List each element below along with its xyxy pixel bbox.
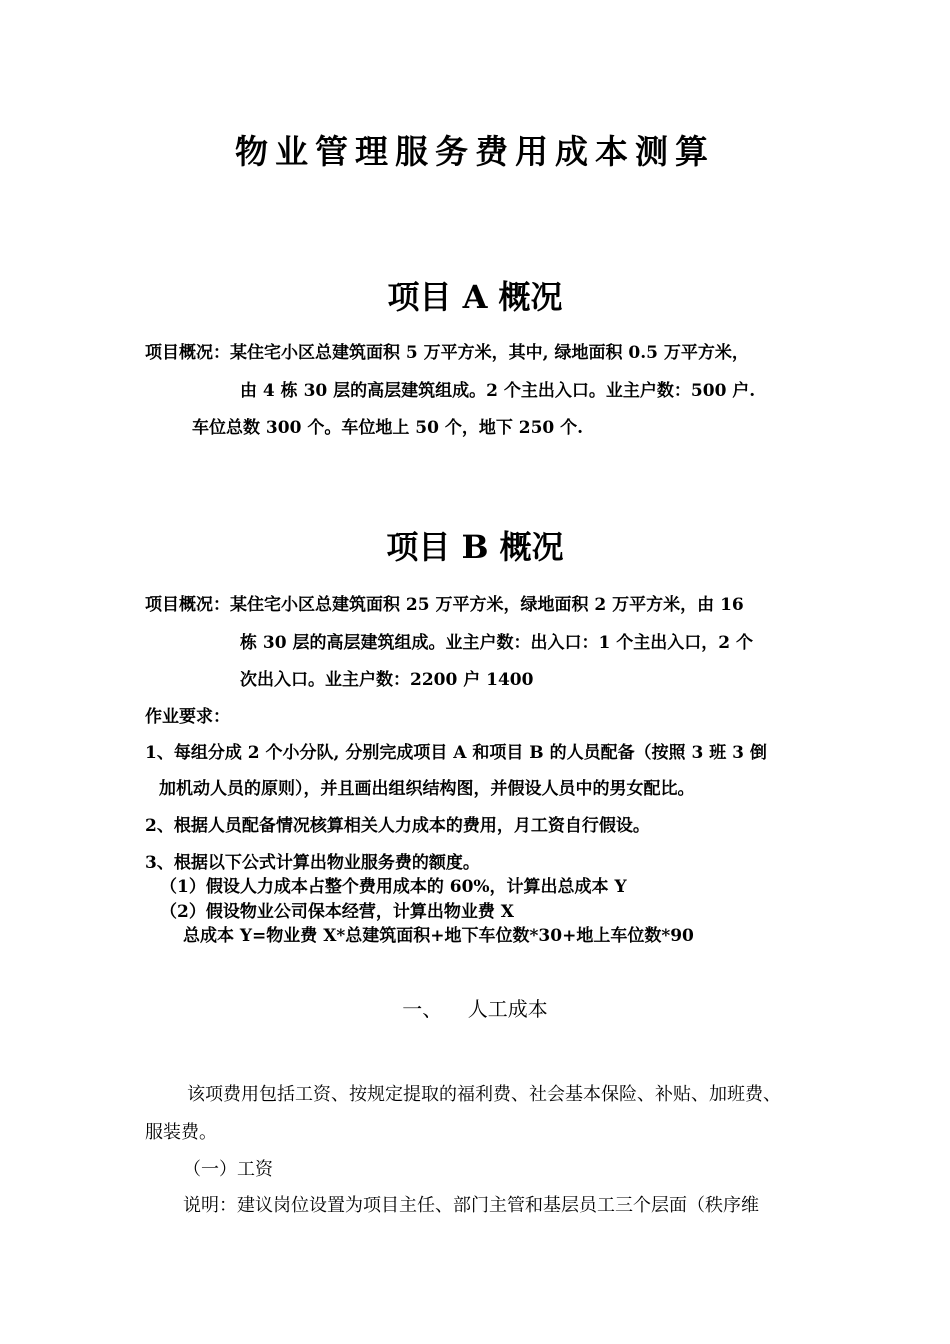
wages-subheading: （一）工资 <box>183 1159 273 1180</box>
requirements-heading: 作业要求： <box>145 707 230 727</box>
project-a-line: 车位总数 300 个。车位地上 50 个，地下 250 个. <box>192 418 584 438</box>
labor-cost-heading: 一、 人工成本 <box>402 997 548 1021</box>
project-b-line: 次出入口。业主户数：2200 户 1400 <box>240 670 534 690</box>
requirement-item: 2、根据人员配备情况核算相关人力成本的费用，月工资自行假设。 <box>145 816 650 836</box>
project-b-line: 栋 30 层的高层建筑组成。业主户数：出入口：1 个主出入口，2 个 <box>240 633 753 653</box>
requirement-item: 3、根据以下公式计算出物业服务费的额度。 <box>145 853 480 873</box>
wages-note: 说明：建议岗位设置为项目主任、部门主管和基层员工三个层面（秩序维 <box>183 1195 759 1216</box>
requirement-item: （1）假设人力成本占整个费用成本的 60%，计算出总成本 Y <box>160 877 627 897</box>
project-b-heading: 项目 B 概况 <box>386 528 564 566</box>
project-a-line: 项目概况：某住宅小区总建筑面积 5 万平方米，其中, 绿地面积 0.5 万平方米， <box>145 343 749 363</box>
document-title: 物业管理服务费用成本测算 <box>235 132 715 171</box>
formula-line: 总成本 Y=物业费 X*总建筑面积+地下车位数*30+地上车位数*90 <box>183 926 694 946</box>
project-a-line: 由 4 栋 30 层的高层建筑组成。2 个主出入口。业主户数：500 户. <box>240 381 756 401</box>
labor-cost-paragraph: 该项费用包括工资、按规定提取的福利费、社会基本保险、补贴、加班费、 <box>187 1084 781 1105</box>
labor-cost-paragraph: 服装费。 <box>145 1122 217 1143</box>
project-b-line: 项目概况：某住宅小区总建筑面积 25 万平方米，绿地面积 2 万平方米，由 16 <box>145 595 744 615</box>
project-a-heading: 项目 A 概况 <box>387 278 563 316</box>
requirement-item: 加机动人员的原则），并且画出组织结构图，并假设人员中的男女配比。 <box>159 779 695 799</box>
requirement-item: 1、每组分成 2 个小分队, 分别完成项目 A 和项目 B 的人员配备（按照 3 班 3 倒 <box>145 743 767 763</box>
requirement-item: （2）假设物业公司保本经营，计算出物业费 X <box>160 902 514 922</box>
